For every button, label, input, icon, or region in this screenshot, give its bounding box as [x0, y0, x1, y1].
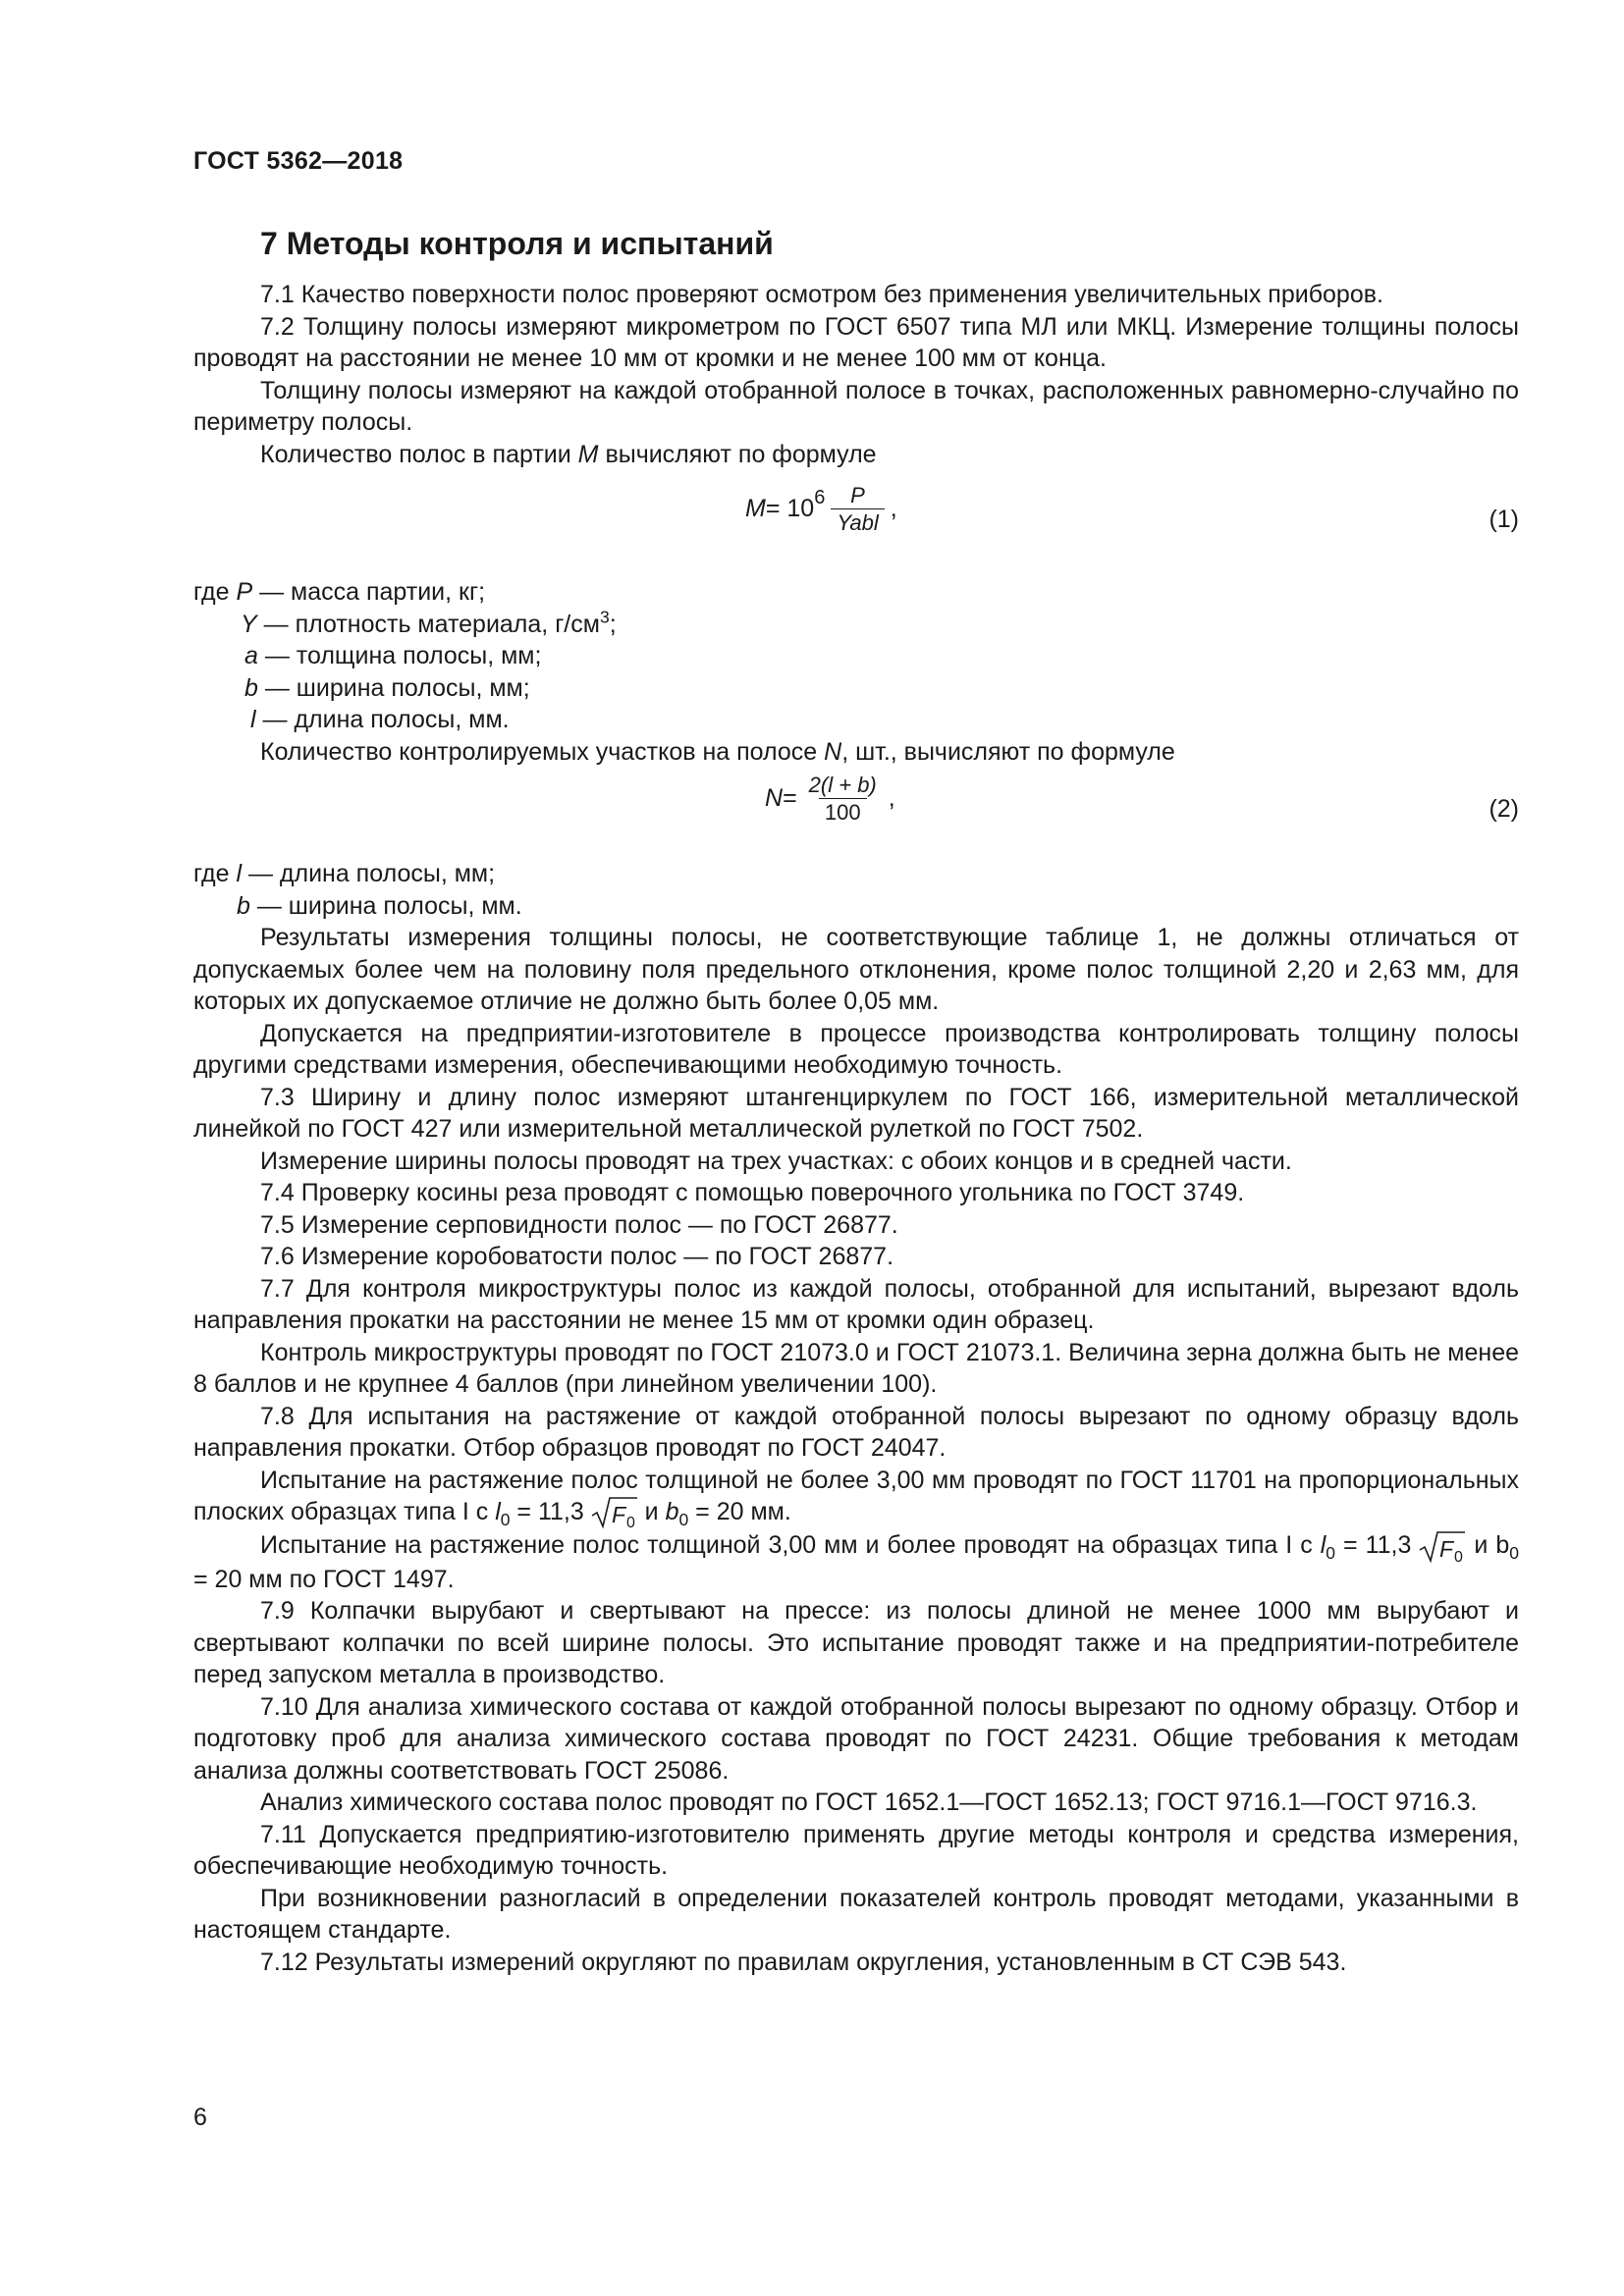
square-root-icon: [591, 1496, 638, 1529]
svg-text:F: F: [1439, 1535, 1454, 1562]
paragraph-tensile-thin: Испытание на растяжение полос толщиной не более 3,00 мм проводят по ГОСТ 11701 на пропорциональных плоских образцах типа I с $l_0 = 11,3$ F 0 и $b_0 = 20$ мм.: [193, 1466, 1519, 1530]
page-content: [193, 224, 1519, 1978]
paragraph-7-1: 7.1 Качество поверхности полос проверяют осмотром без применения увеличительных приборов.: [260, 281, 1383, 308]
svg-text:0: 0: [625, 1515, 635, 1530]
paragraph-chemical-analysis: Анализ химического состава полос проводят по ГОСТ 1652.1—ГОСТ 1652.13; ГОСТ 9716.1—ГОСТ 9716.3.: [260, 1789, 1478, 1817]
document-id-header: ГОСТ 5362—2018: [193, 147, 404, 175]
formula-2: [193, 772, 1519, 850]
paragraph-measurement-results: Результаты измерения толщины полосы, не соответствующие таблице 1, не должны отличаться от допускаемых более чем на половину поля предельного отклонения, кроме полос толщиной 2,20 и 2,63 мм, для которых их допускаемое отличие не должно быть более 0,05 мм.: [193, 924, 1519, 1015]
definition-row: a — толщина полосы, мм;: [244, 642, 542, 669]
formula-2-definitions: [193, 858, 1519, 922]
paragraph-7-8: 7.8 Для испытания на растяжение от каждой отобранной полосы вырезают по одному образцу вдоль направления прокатки. Отбор образцов проводят по ГОСТ 24047.: [193, 1402, 1519, 1462]
paragraph-7-12: 7.12 Результаты измерений округляют по правилам округления, установленным в СТ СЭВ 543.: [260, 1948, 1347, 1976]
paragraph-tensile-thick: Испытание на растяжение полос толщиной 3,00 мм и более проводят на образцах типа I с $l_0 = 11,3$ F 0 и $b_0 = 20$ мм по ГОСТ 1497.: [193, 1531, 1519, 1593]
paragraph-disputes: При возникновении разногласий в определении показателей контроль проводят методами, указанными в настоящем стандарте.: [193, 1884, 1519, 1945]
page-number: 6: [193, 2104, 207, 2131]
paragraph-alternative-means: Допускается на предприятии-изготовителе в процессе производства контролировать толщину полосы другими средствами измерения, обеспечивающими необходимую точность.: [193, 1019, 1519, 1079]
definition-row: где P — масса партии, кг;: [193, 578, 486, 606]
formula-1-fraction: $\frac{P}{\text{Yabl}}$: [831, 482, 884, 536]
section-title: 7 Методы контроля и испытаний: [260, 226, 774, 261]
paragraph-7-9: 7.9 Колпачки вырубают и свертывают на прессе: из полосы длиной не менее 1000 мм вырубают и свертывают колпачки по всей ширине полосы. Это испытание проводят также и на предприятии-потребителе перед запуском металла в производство.: [193, 1597, 1519, 1689]
formula-2-expression: N = $\frac{2(l + b)}{100}$ ,: [765, 773, 895, 825]
formula-2-fraction: $\frac{2(l + b)}{100}$: [808, 773, 877, 825]
paragraph-thickness-points: Толщину полосы измеряют на каждой отобранной полосе в точках, расположенных равномерно-случайно по периметру полосы.: [193, 376, 1519, 436]
definition-row: где l — длина полосы, мм;: [193, 860, 496, 887]
svg-text:F: F: [611, 1502, 625, 1528]
definition-row: l — длина полосы, мм.: [250, 706, 510, 733]
paragraph-width-measurement: Измерение ширины полосы проводят на трех участках: с обоих концов и в средней части.: [260, 1147, 1292, 1175]
definition-row: b — ширина полосы, мм;: [244, 673, 530, 702]
formula-2-number: (2): [1489, 795, 1519, 823]
paragraph-microstructure: Контроль микроструктуры проводят по ГОСТ 21073.0 и ГОСТ 21073.1. Величина зерна должна быть не менее 8 баллов и не крупнее 4 баллов (при линейном увеличении 100).: [193, 1338, 1519, 1398]
paragraph-sections-count: Количество контролируемых участков на полосе N, шт., вычисляют по формуле: [260, 737, 1175, 766]
formula-1: [193, 482, 1519, 561]
formula-1-definitions: [193, 576, 1519, 736]
paragraph-strip-count: Количество полос в партии M вычисляют по формуле: [260, 440, 877, 468]
definition-row: Y — плотность материала, $г/см^3$;: [241, 607, 617, 638]
paragraph-7-11: 7.11 Допускается предприятию-изготовителю применять другие методы контроля и средства измерения, обеспечивающие необходимую точность.: [193, 1820, 1519, 1881]
paragraph-7-4: 7.4 Проверку косины реза проводят с помощью поверочного угольника по ГОСТ 3749.: [260, 1179, 1245, 1206]
paragraph-7-10: 7.10 Для анализа химического состава от каждой отобранной полосы вырезают по одному образцу. Отбор и подготовку проб для анализа химического состава проводят по ГОСТ 24231. Общие требования к методам анализа должны соответствовать ГОСТ 25086.: [193, 1692, 1519, 1785]
paragraph-7-6: 7.6 Измерение коробоватости полос — по ГОСТ 26877.: [260, 1243, 894, 1270]
paragraph-7-3: 7.3 Ширину и длину полос измеряют штангенциркулем по ГОСТ 166, измерительной металлической линейкой по ГОСТ 427 или измерительной металлической рулеткой по ГОСТ 7502.: [193, 1083, 1519, 1143]
definition-row: b — ширина полосы, мм.: [237, 891, 522, 920]
svg-text:0: 0: [1454, 1548, 1464, 1564]
paragraph-7-5: 7.5 Измерение серповидности полос — по ГОСТ 26877.: [260, 1210, 898, 1239]
formula-1-number: (1): [1489, 506, 1519, 533]
paragraph-7-2: 7.2 Толщину полосы измеряют микрометром по ГОСТ 6507 типа МЛ или МКЦ. Измерение толщины полосы проводят на расстоянии не менее 10 мм от кромки и не менее 100 мм от конца.: [193, 312, 1519, 372]
formula-1-expression: M = 10 $^6$ $\frac{P}{\text{Yabl}}$ ,: [745, 483, 897, 535]
paragraph-7-7: 7.7 Для контроля микроструктуры полос из каждой полосы, отобранной для испытаний, вырезают вдоль направления прокатки на расстоянии не менее 15 мм от кромки один образец.: [193, 1274, 1519, 1334]
square-root-icon: [1419, 1530, 1466, 1564]
